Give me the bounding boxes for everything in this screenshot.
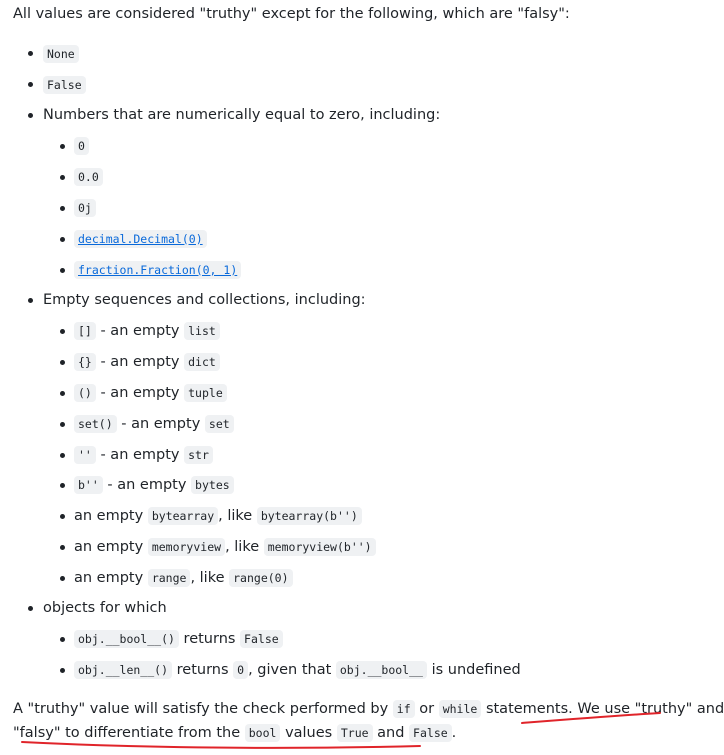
bullet (60, 329, 65, 334)
code-empty-list: [] (74, 322, 96, 340)
list-item (43, 75, 86, 95)
list-item (74, 167, 103, 187)
item-text: - an empty (100, 385, 180, 401)
list-item: Numbers that are numerically equal to zero, including: (43, 107, 441, 123)
code-empty-dict: {} (74, 353, 96, 371)
code-while: while (439, 700, 482, 718)
code-type: set (205, 415, 234, 433)
list-item (74, 260, 241, 280)
code-type: memoryview (148, 538, 225, 556)
bullet (60, 514, 65, 519)
item-text: an empty (74, 539, 144, 555)
list-item (74, 506, 362, 526)
bullet (60, 637, 65, 642)
intro-text: All values are considered "truthy" except for the following, which are "falsy": (13, 6, 570, 22)
bullet (60, 206, 65, 211)
bullet (60, 144, 65, 149)
item-text: , like (190, 570, 225, 586)
code-if: if (393, 700, 415, 718)
item-text: returns (183, 631, 236, 647)
code-true: True (337, 724, 373, 742)
code-none: None (43, 45, 79, 63)
decimal-link[interactable] (74, 231, 207, 247)
list-item (74, 321, 220, 341)
code-type: range (148, 569, 191, 587)
code-false: False (43, 76, 86, 94)
bullet (60, 668, 65, 673)
code-empty-bytes: b'' (74, 476, 103, 494)
paragraph-line-1 (13, 697, 724, 721)
code-decimal: decimal.Decimal(0) (74, 230, 207, 248)
item-text: , like (225, 539, 260, 555)
bullet (28, 82, 33, 87)
paragraph-text: values (285, 725, 333, 741)
list-item (74, 352, 220, 372)
list-item (74, 383, 227, 403)
item-text: - an empty (100, 447, 180, 463)
paragraph-text: . (451, 725, 457, 741)
item-text: - an empty (100, 354, 180, 370)
code-type: list (184, 322, 220, 340)
bullet (60, 391, 65, 396)
list-item (74, 475, 234, 495)
code-type: str (184, 446, 213, 464)
code-zero: 0 (74, 137, 89, 155)
code-zero-complex: 0j (74, 199, 96, 217)
code-example: bytearray(b'') (257, 507, 362, 525)
list-item: Empty sequences and collections, including: (43, 292, 366, 308)
bullet (60, 422, 65, 427)
bullet (28, 298, 33, 303)
list-item (74, 229, 207, 249)
bullet (60, 453, 65, 458)
code-bool-method: obj.__bool__() (74, 630, 179, 648)
bullet (60, 483, 65, 488)
bullet (60, 237, 65, 242)
code-bool-attr: obj.__bool__ (336, 661, 427, 679)
code-fraction: fraction.Fraction(0, 1) (74, 261, 241, 279)
code-type: tuple (184, 384, 227, 402)
bullet (60, 268, 65, 273)
code-false: False (409, 724, 452, 742)
list-item (74, 445, 213, 465)
item-text: returns (176, 662, 229, 678)
item-text: an empty (74, 570, 144, 586)
list-item (74, 414, 234, 434)
paragraph-text: A "truthy" value will satisfy the check performed by (13, 701, 389, 717)
item-text: - an empty (107, 477, 187, 493)
code-bool: bool (245, 724, 281, 742)
code-type: bytearray (148, 507, 218, 525)
list-item (74, 198, 96, 218)
bullet (60, 175, 65, 180)
item-text: an empty (74, 508, 144, 524)
item-text: , given that (248, 662, 332, 678)
list-item (74, 537, 376, 557)
paragraph-text: "falsy" to differentiate from the (13, 725, 241, 741)
paragraph-text: or (419, 701, 435, 717)
truthy-paragraph (13, 697, 724, 745)
item-text: - an empty (100, 323, 180, 339)
code-type: dict (184, 353, 220, 371)
item-text: - an empty (121, 416, 201, 432)
bullet (60, 545, 65, 550)
item-text: is undefined (431, 662, 521, 678)
bullet (28, 51, 33, 56)
code-false: False (240, 630, 283, 648)
bullet (28, 606, 33, 611)
code-example: memoryview(b'') (264, 538, 376, 556)
paragraph-line-2 (13, 721, 673, 745)
list-item (43, 44, 79, 64)
code-empty-tuple: () (74, 384, 96, 402)
code-len-method: obj.__len__() (74, 661, 172, 679)
paragraph-text: statements. We use "truthy" and (485, 701, 724, 717)
bullet (60, 576, 65, 581)
code-example: range(0) (229, 569, 292, 587)
code-zero: 0 (233, 661, 248, 679)
bullet (28, 113, 33, 118)
item-text: , like (218, 508, 253, 524)
paragraph-text: and (377, 725, 405, 741)
code-zero-float: 0.0 (74, 168, 103, 186)
list-item (74, 660, 521, 680)
code-type: bytes (191, 476, 234, 494)
list-item (74, 136, 89, 156)
list-item (74, 629, 283, 649)
code-empty-str: '' (74, 446, 96, 464)
fraction-link[interactable] (74, 262, 241, 278)
list-item (74, 568, 293, 588)
bullet (60, 360, 65, 365)
list-item: objects for which (43, 600, 167, 616)
code-empty-set: set() (74, 415, 117, 433)
